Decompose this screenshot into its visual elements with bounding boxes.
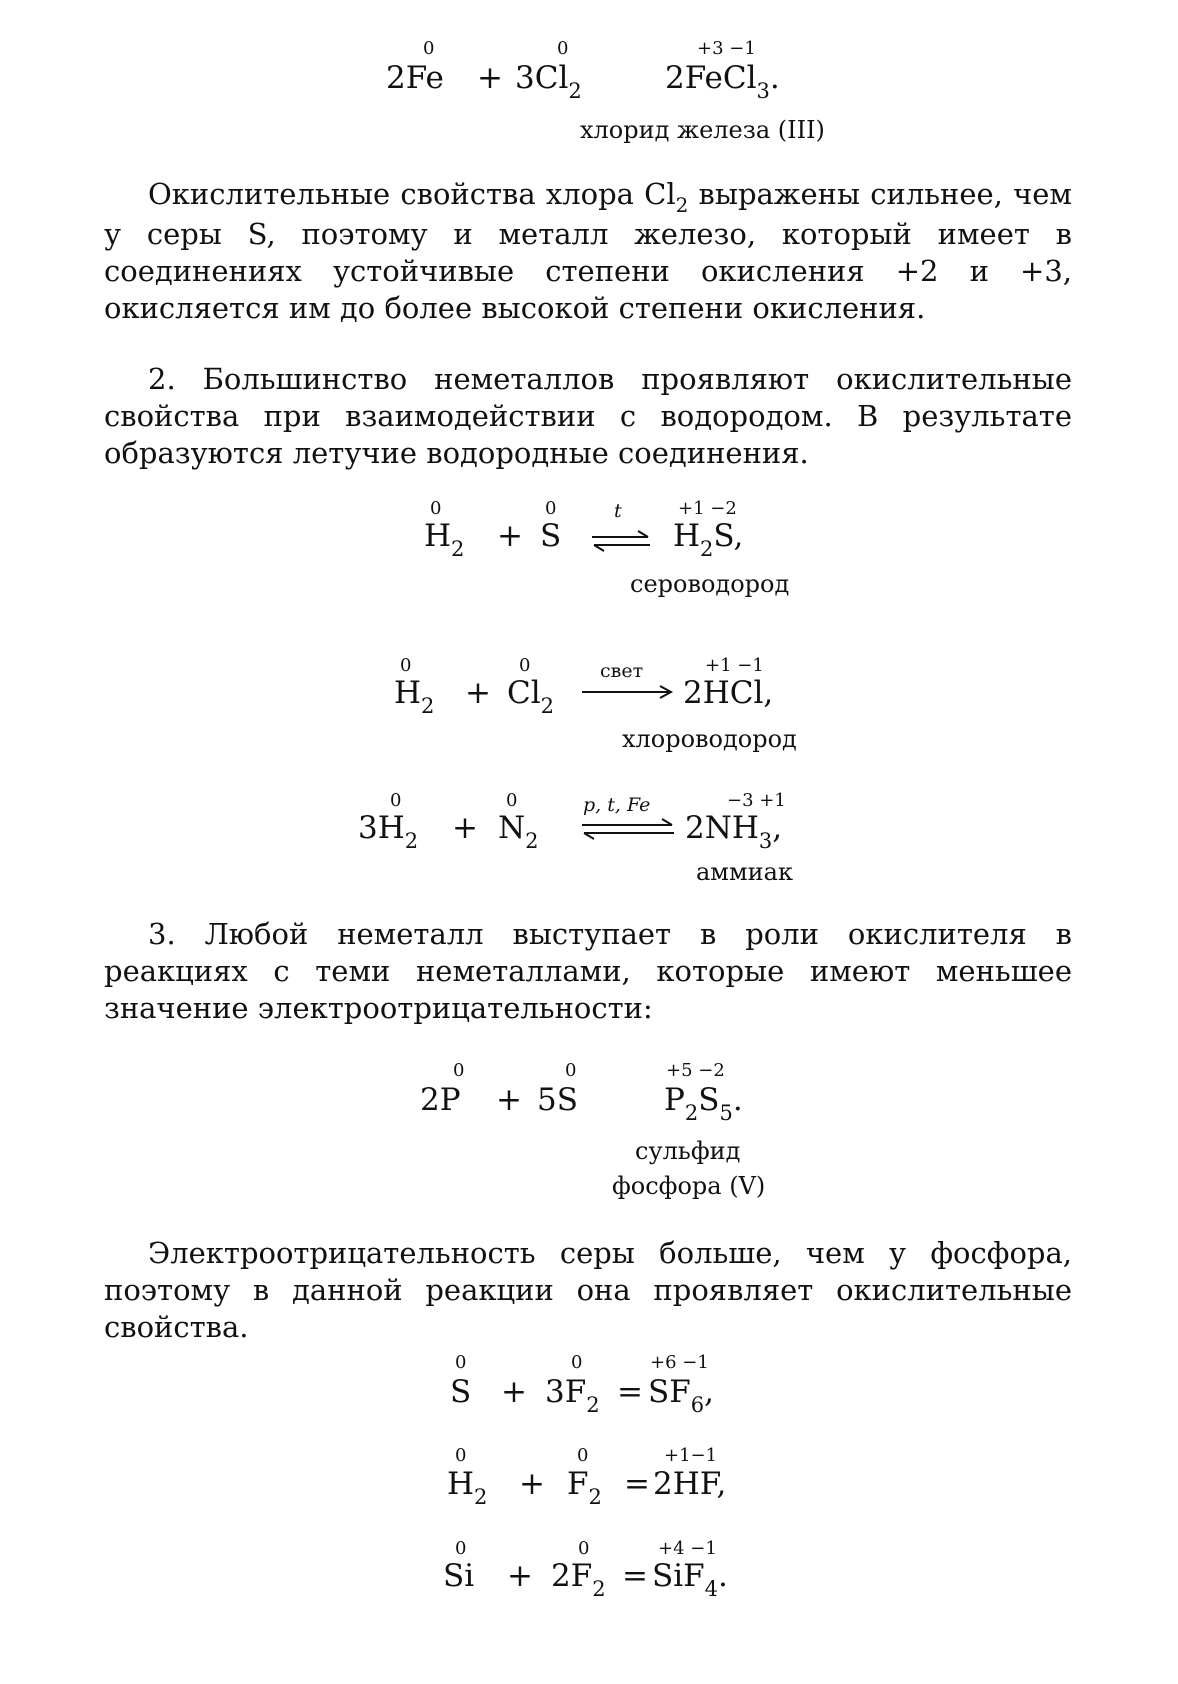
reaction-condition: свет bbox=[600, 660, 644, 682]
formula-term: 2HF, bbox=[653, 1466, 727, 1502]
ox-state: 0 bbox=[455, 1352, 467, 1373]
ox-state: +5 −2 bbox=[666, 1060, 725, 1081]
formula-term: $P_2S_5$. bbox=[664, 1082, 743, 1125]
formula-term: $2NH_3$, bbox=[685, 810, 783, 853]
ox-state: 0 bbox=[423, 38, 435, 59]
ox-state: +6 −1 bbox=[650, 1352, 709, 1373]
plus-sign: + bbox=[496, 1082, 522, 1118]
compound-name: аммиак bbox=[696, 858, 793, 886]
formula-term: $3H_2$ bbox=[358, 810, 419, 853]
formula-term: $H_2S$, bbox=[673, 518, 744, 561]
reversible-arrow-icon bbox=[580, 818, 676, 840]
ox-state: 0 bbox=[453, 1060, 465, 1081]
formula-term: $2F_2$ bbox=[551, 1558, 606, 1601]
equals-sign: = bbox=[624, 1466, 650, 1502]
compound-name: сульфид bbox=[635, 1137, 741, 1165]
ox-state: 0 bbox=[430, 498, 442, 519]
ox-state: +1−1 bbox=[664, 1445, 718, 1466]
paragraph-chlorine: Окислительные свойства хлора $Cl_2$ выражены сильнее, чем у серы S, поэтому и металл железо, который имеет в соединениях устойчивые степени окисления +2 и +3, окисляется им до более высокой степени окисления. bbox=[104, 177, 1072, 325]
formula-term: Si bbox=[443, 1558, 475, 1594]
ox-state: 0 bbox=[455, 1445, 467, 1466]
formula-term: 2FeCl$_3$. bbox=[665, 60, 780, 103]
ox-state: +1 −2 bbox=[678, 498, 737, 519]
formula-term: $H_2$ bbox=[394, 675, 435, 718]
compound-name: хлорид железа (III) bbox=[580, 116, 825, 144]
reaction-condition: p, t, Fe bbox=[583, 794, 651, 816]
formula-term: 2HCl, bbox=[683, 675, 774, 711]
formula-term: S bbox=[540, 518, 562, 554]
formula-term: $N_2$ bbox=[498, 810, 539, 853]
ox-state: −3 +1 bbox=[727, 790, 786, 811]
paragraph-hydrogen: 2. Большинство неметаллов проявляют окислительные свойства при взаимодействии с водородом. В результате образуются летучие водородные соединения. bbox=[104, 362, 1072, 470]
ox-state: 0 bbox=[519, 655, 531, 676]
ox-state: +1 −1 bbox=[705, 655, 764, 676]
ox-state: +3 −1 bbox=[697, 38, 756, 59]
equals-sign: = bbox=[622, 1558, 648, 1594]
ox-state: 0 bbox=[400, 655, 412, 676]
ox-state: 0 bbox=[571, 1352, 583, 1373]
formula-term: $3Cl_2$ bbox=[515, 60, 582, 103]
plus-sign: + bbox=[477, 60, 503, 96]
plus-sign: + bbox=[501, 1374, 527, 1410]
formula-term: $3F_2$ bbox=[545, 1374, 600, 1417]
equals-sign: = bbox=[617, 1374, 643, 1410]
plus-sign: + bbox=[497, 518, 523, 554]
arrow-icon bbox=[580, 684, 674, 700]
formula-term: $F_2$ bbox=[567, 1466, 602, 1509]
formula-term: 2P bbox=[420, 1082, 461, 1118]
formula-term: SiF$_4$. bbox=[652, 1558, 728, 1601]
formula-term: $SF_6$, bbox=[648, 1374, 714, 1417]
ox-state: 0 bbox=[577, 1445, 589, 1466]
formula-term: 2Fe bbox=[386, 60, 444, 96]
ox-state: 0 bbox=[506, 790, 518, 811]
reaction-condition: t bbox=[614, 500, 622, 522]
formula-term: $Cl_2$ bbox=[507, 675, 555, 718]
plus-sign: + bbox=[465, 675, 491, 711]
ox-state: +4 −1 bbox=[658, 1538, 717, 1559]
plus-sign: + bbox=[519, 1466, 545, 1502]
paragraph-electronegativity: Электроотрицательность серы больше, чем у фосфора, поэтому в данной реакции она проявляет окислительные свойства. bbox=[104, 1236, 1072, 1344]
formula-term: $H_2$ bbox=[447, 1466, 488, 1509]
plus-sign: + bbox=[507, 1558, 533, 1594]
ox-state: 0 bbox=[565, 1060, 577, 1081]
ox-state: 0 bbox=[578, 1538, 590, 1559]
formula-term: 5S bbox=[537, 1082, 578, 1118]
ox-state: 0 bbox=[390, 790, 402, 811]
formula-term: $H_2$ bbox=[424, 518, 465, 561]
formula-term: S bbox=[450, 1374, 472, 1410]
compound-name: сероводород bbox=[630, 570, 790, 598]
compound-name: хлороводород bbox=[622, 725, 797, 753]
reversible-arrow-icon bbox=[590, 530, 652, 552]
paragraph-nonmetal: 3. Любой неметалл выступает в роли окислителя в реакциях с теми неметаллами, которые имеют меньшее значение электроотрицательности: bbox=[104, 917, 1072, 1025]
ox-state: 0 bbox=[557, 38, 569, 59]
ox-state: 0 bbox=[545, 498, 557, 519]
compound-name: фосфора (V) bbox=[612, 1172, 766, 1200]
ox-state: 0 bbox=[455, 1538, 467, 1559]
plus-sign: + bbox=[452, 810, 478, 846]
